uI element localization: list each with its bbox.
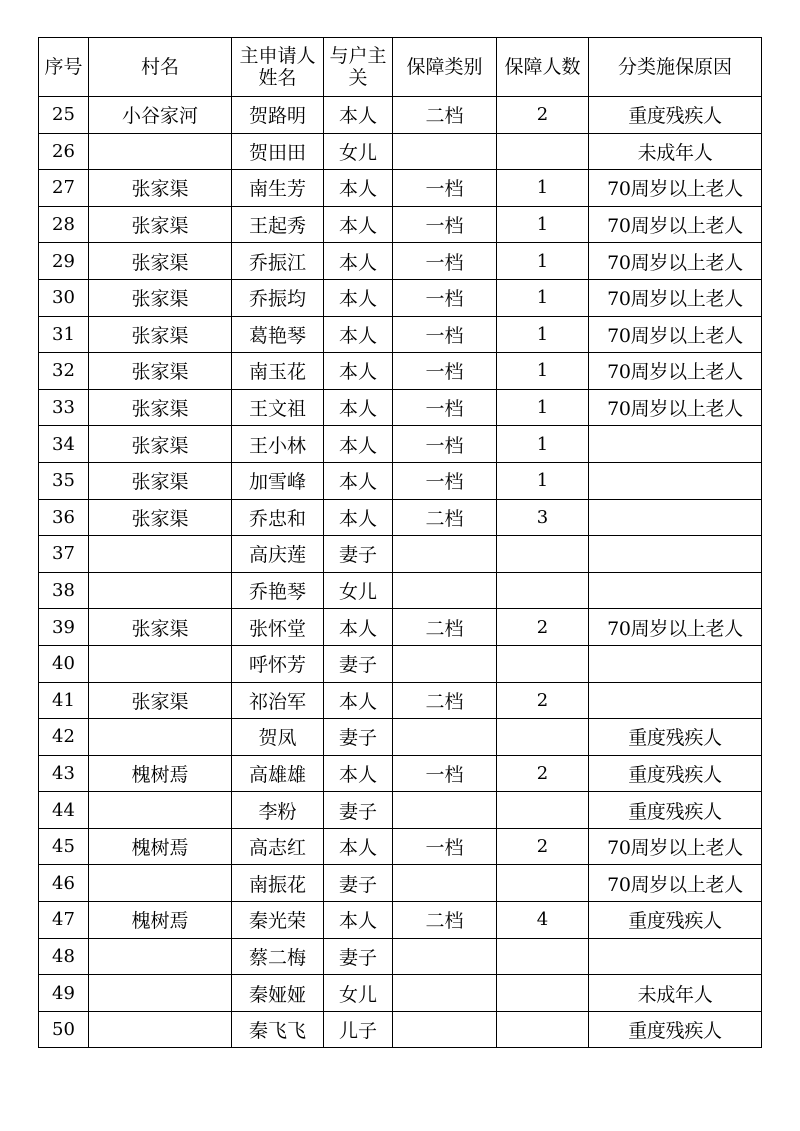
cell-relation: 本人	[324, 426, 393, 463]
cell-village-name: 张家渠	[89, 499, 232, 536]
cell-relation: 本人	[324, 499, 393, 536]
cell-village-name: 张家渠	[89, 609, 232, 646]
table-row	[39, 243, 762, 280]
cell-category	[393, 572, 497, 609]
header-village-name: 村名	[89, 38, 232, 97]
cell-relation: 本人	[324, 828, 393, 865]
cell-category	[393, 645, 497, 682]
cell-people-count: 1	[497, 389, 589, 426]
cell-category: 一档	[393, 462, 497, 499]
cell-relation: 妻子	[324, 792, 393, 829]
cell-applicant-name: 秦光荣	[232, 902, 324, 939]
cell-village-name: 张家渠	[89, 279, 232, 316]
cell-serial-number: 31	[39, 316, 89, 353]
table-row	[39, 1011, 762, 1048]
cell-serial-number: 34	[39, 426, 89, 463]
cell-category	[393, 975, 497, 1012]
cell-category: 二档	[393, 682, 497, 719]
cell-serial-number: 38	[39, 572, 89, 609]
cell-village-name	[89, 572, 232, 609]
cell-applicant-name: 南振花	[232, 865, 324, 902]
cell-people-count	[497, 645, 589, 682]
cell-village-name: 槐树焉	[89, 828, 232, 865]
cell-serial-number: 32	[39, 353, 89, 390]
table-row	[39, 462, 762, 499]
cell-applicant-name: 高庆莲	[232, 536, 324, 573]
cell-relation: 本人	[324, 353, 393, 390]
cell-category: 一档	[393, 353, 497, 390]
cell-reason: 重度残疾人	[589, 97, 762, 134]
cell-applicant-name: 贺凤	[232, 719, 324, 756]
cell-serial-number: 45	[39, 828, 89, 865]
cell-reason: 70周岁以上老人	[589, 316, 762, 353]
cell-serial-number: 37	[39, 536, 89, 573]
cell-applicant-name: 张怀堂	[232, 609, 324, 646]
cell-applicant-name: 王小林	[232, 426, 324, 463]
cell-reason: 未成年人	[589, 133, 762, 170]
cell-serial-number: 47	[39, 902, 89, 939]
cell-relation: 本人	[324, 389, 393, 426]
cell-people-count: 2	[497, 828, 589, 865]
cell-category: 二档	[393, 97, 497, 134]
header-applicant-name: 主申请人姓名	[232, 38, 324, 97]
cell-village-name	[89, 719, 232, 756]
cell-applicant-name: 乔振江	[232, 243, 324, 280]
cell-applicant-name: 秦飞飞	[232, 1011, 324, 1048]
cell-applicant-name: 南玉花	[232, 353, 324, 390]
cell-category: 一档	[393, 170, 497, 207]
cell-category: 一档	[393, 755, 497, 792]
cell-village-name: 槐树焉	[89, 755, 232, 792]
table-row	[39, 536, 762, 573]
cell-reason	[589, 462, 762, 499]
cell-relation: 本人	[324, 755, 393, 792]
cell-serial-number: 46	[39, 865, 89, 902]
cell-category: 一档	[393, 426, 497, 463]
cell-applicant-name: 李粉	[232, 792, 324, 829]
cell-reason: 70周岁以上老人	[589, 609, 762, 646]
cell-category: 一档	[393, 316, 497, 353]
cell-reason	[589, 426, 762, 463]
cell-category	[393, 536, 497, 573]
cell-serial-number: 28	[39, 206, 89, 243]
table-row	[39, 353, 762, 390]
table-row	[39, 828, 762, 865]
cell-people-count: 3	[497, 499, 589, 536]
cell-relation: 女儿	[324, 572, 393, 609]
cell-village-name	[89, 865, 232, 902]
cell-people-count: 1	[497, 243, 589, 280]
cell-applicant-name: 贺田田	[232, 133, 324, 170]
cell-category	[393, 719, 497, 756]
cell-reason: 70周岁以上老人	[589, 353, 762, 390]
cell-relation: 本人	[324, 316, 393, 353]
cell-applicant-name: 王文祖	[232, 389, 324, 426]
header-reason: 分类施保原因	[589, 38, 762, 97]
cell-applicant-name: 乔艳琴	[232, 572, 324, 609]
cell-people-count: 4	[497, 902, 589, 939]
cell-people-count: 1	[497, 426, 589, 463]
cell-applicant-name: 蔡二梅	[232, 938, 324, 975]
cell-village-name: 张家渠	[89, 243, 232, 280]
cell-people-count: 2	[497, 755, 589, 792]
cell-people-count	[497, 938, 589, 975]
cell-village-name	[89, 645, 232, 682]
cell-relation: 妻子	[324, 865, 393, 902]
cell-village-name: 张家渠	[89, 316, 232, 353]
cell-applicant-name: 王起秀	[232, 206, 324, 243]
cell-people-count	[497, 1011, 589, 1048]
cell-serial-number: 48	[39, 938, 89, 975]
cell-village-name	[89, 975, 232, 1012]
cell-category: 二档	[393, 902, 497, 939]
cell-applicant-name: 高雄雄	[232, 755, 324, 792]
cell-serial-number: 49	[39, 975, 89, 1012]
cell-reason: 重度残疾人	[589, 792, 762, 829]
cell-relation: 本人	[324, 609, 393, 646]
cell-village-name: 张家渠	[89, 206, 232, 243]
cell-village-name: 张家渠	[89, 462, 232, 499]
cell-village-name	[89, 938, 232, 975]
cell-village-name: 张家渠	[89, 353, 232, 390]
cell-reason: 70周岁以上老人	[589, 170, 762, 207]
cell-serial-number: 26	[39, 133, 89, 170]
cell-serial-number: 29	[39, 243, 89, 280]
cell-serial-number: 41	[39, 682, 89, 719]
table-row	[39, 755, 762, 792]
cell-applicant-name: 加雪峰	[232, 462, 324, 499]
table-row	[39, 682, 762, 719]
cell-serial-number: 33	[39, 389, 89, 426]
cell-relation: 本人	[324, 279, 393, 316]
cell-people-count: 1	[497, 462, 589, 499]
header-serial-number: 序号	[39, 38, 89, 97]
cell-reason	[589, 938, 762, 975]
cell-people-count: 2	[497, 97, 589, 134]
cell-people-count	[497, 792, 589, 829]
cell-relation: 妻子	[324, 645, 393, 682]
table-row	[39, 975, 762, 1012]
cell-applicant-name: 南生芳	[232, 170, 324, 207]
cell-category	[393, 865, 497, 902]
cell-category: 一档	[393, 389, 497, 426]
cell-reason	[589, 572, 762, 609]
table-row	[39, 792, 762, 829]
cell-people-count	[497, 865, 589, 902]
cell-people-count	[497, 719, 589, 756]
cell-category: 一档	[393, 243, 497, 280]
cell-relation: 儿子	[324, 1011, 393, 1048]
table-row	[39, 902, 762, 939]
cell-reason: 70周岁以上老人	[589, 243, 762, 280]
cell-reason	[589, 682, 762, 719]
cell-people-count	[497, 572, 589, 609]
cell-serial-number: 25	[39, 97, 89, 134]
cell-village-name	[89, 1011, 232, 1048]
cell-applicant-name: 乔振均	[232, 279, 324, 316]
cell-applicant-name: 秦娅娅	[232, 975, 324, 1012]
cell-reason: 70周岁以上老人	[589, 206, 762, 243]
table-header-row	[39, 38, 762, 97]
cell-reason: 70周岁以上老人	[589, 279, 762, 316]
cell-applicant-name: 祁治军	[232, 682, 324, 719]
cell-category	[393, 938, 497, 975]
cell-relation: 本人	[324, 462, 393, 499]
cell-people-count	[497, 536, 589, 573]
cell-relation: 本人	[324, 97, 393, 134]
cell-reason: 70周岁以上老人	[589, 389, 762, 426]
cell-relation: 本人	[324, 170, 393, 207]
cell-category: 二档	[393, 609, 497, 646]
header-category: 保障类别	[393, 38, 497, 97]
cell-reason: 重度残疾人	[589, 719, 762, 756]
assistance-roster-table	[38, 37, 762, 1048]
table-row	[39, 645, 762, 682]
table-row	[39, 389, 762, 426]
cell-people-count: 2	[497, 682, 589, 719]
cell-relation: 妻子	[324, 536, 393, 573]
cell-village-name: 小谷家河	[89, 97, 232, 134]
cell-people-count: 1	[497, 206, 589, 243]
cell-serial-number: 44	[39, 792, 89, 829]
cell-people-count: 1	[497, 353, 589, 390]
cell-category	[393, 792, 497, 829]
cell-serial-number: 35	[39, 462, 89, 499]
cell-people-count: 1	[497, 170, 589, 207]
cell-category: 一档	[393, 279, 497, 316]
header-people-count: 保障人数	[497, 38, 589, 97]
cell-serial-number: 43	[39, 755, 89, 792]
cell-relation: 本人	[324, 682, 393, 719]
table-row	[39, 170, 762, 207]
cell-village-name: 张家渠	[89, 682, 232, 719]
table-row	[39, 316, 762, 353]
cell-applicant-name: 呼怀芳	[232, 645, 324, 682]
table-row	[39, 609, 762, 646]
cell-serial-number: 36	[39, 499, 89, 536]
cell-reason	[589, 645, 762, 682]
cell-village-name: 张家渠	[89, 170, 232, 207]
cell-serial-number: 42	[39, 719, 89, 756]
table-body	[39, 97, 762, 1048]
cell-reason: 重度残疾人	[589, 755, 762, 792]
cell-people-count: 1	[497, 316, 589, 353]
cell-applicant-name: 葛艳琴	[232, 316, 324, 353]
cell-reason: 70周岁以上老人	[589, 865, 762, 902]
cell-category	[393, 1011, 497, 1048]
cell-applicant-name: 乔忠和	[232, 499, 324, 536]
cell-applicant-name: 贺路明	[232, 97, 324, 134]
cell-people-count	[497, 975, 589, 1012]
cell-reason	[589, 499, 762, 536]
table-row	[39, 499, 762, 536]
cell-serial-number: 30	[39, 279, 89, 316]
cell-applicant-name: 高志红	[232, 828, 324, 865]
cell-relation: 本人	[324, 206, 393, 243]
cell-village-name	[89, 133, 232, 170]
cell-relation: 女儿	[324, 975, 393, 1012]
cell-reason: 未成年人	[589, 975, 762, 1012]
cell-category: 一档	[393, 828, 497, 865]
table-row	[39, 938, 762, 975]
cell-relation: 妻子	[324, 938, 393, 975]
cell-serial-number: 27	[39, 170, 89, 207]
header-relation: 与户主关	[324, 38, 393, 97]
cell-people-count	[497, 133, 589, 170]
cell-category: 二档	[393, 499, 497, 536]
table-row	[39, 206, 762, 243]
cell-village-name	[89, 536, 232, 573]
cell-reason: 重度残疾人	[589, 902, 762, 939]
cell-category	[393, 133, 497, 170]
table-row	[39, 719, 762, 756]
cell-relation: 女儿	[324, 133, 393, 170]
table-row	[39, 865, 762, 902]
cell-serial-number: 40	[39, 645, 89, 682]
cell-reason: 重度残疾人	[589, 1011, 762, 1048]
cell-village-name: 槐树焉	[89, 902, 232, 939]
cell-village-name	[89, 792, 232, 829]
table-row	[39, 279, 762, 316]
cell-reason	[589, 536, 762, 573]
cell-relation: 本人	[324, 902, 393, 939]
cell-serial-number: 50	[39, 1011, 89, 1048]
cell-people-count: 2	[497, 609, 589, 646]
cell-relation: 本人	[324, 243, 393, 280]
table-row	[39, 97, 762, 134]
cell-relation: 妻子	[324, 719, 393, 756]
table-row	[39, 572, 762, 609]
cell-category: 一档	[393, 206, 497, 243]
cell-serial-number: 39	[39, 609, 89, 646]
cell-village-name: 张家渠	[89, 426, 232, 463]
table-row	[39, 133, 762, 170]
cell-village-name: 张家渠	[89, 389, 232, 426]
cell-people-count: 1	[497, 279, 589, 316]
cell-reason: 70周岁以上老人	[589, 828, 762, 865]
table-row	[39, 426, 762, 463]
